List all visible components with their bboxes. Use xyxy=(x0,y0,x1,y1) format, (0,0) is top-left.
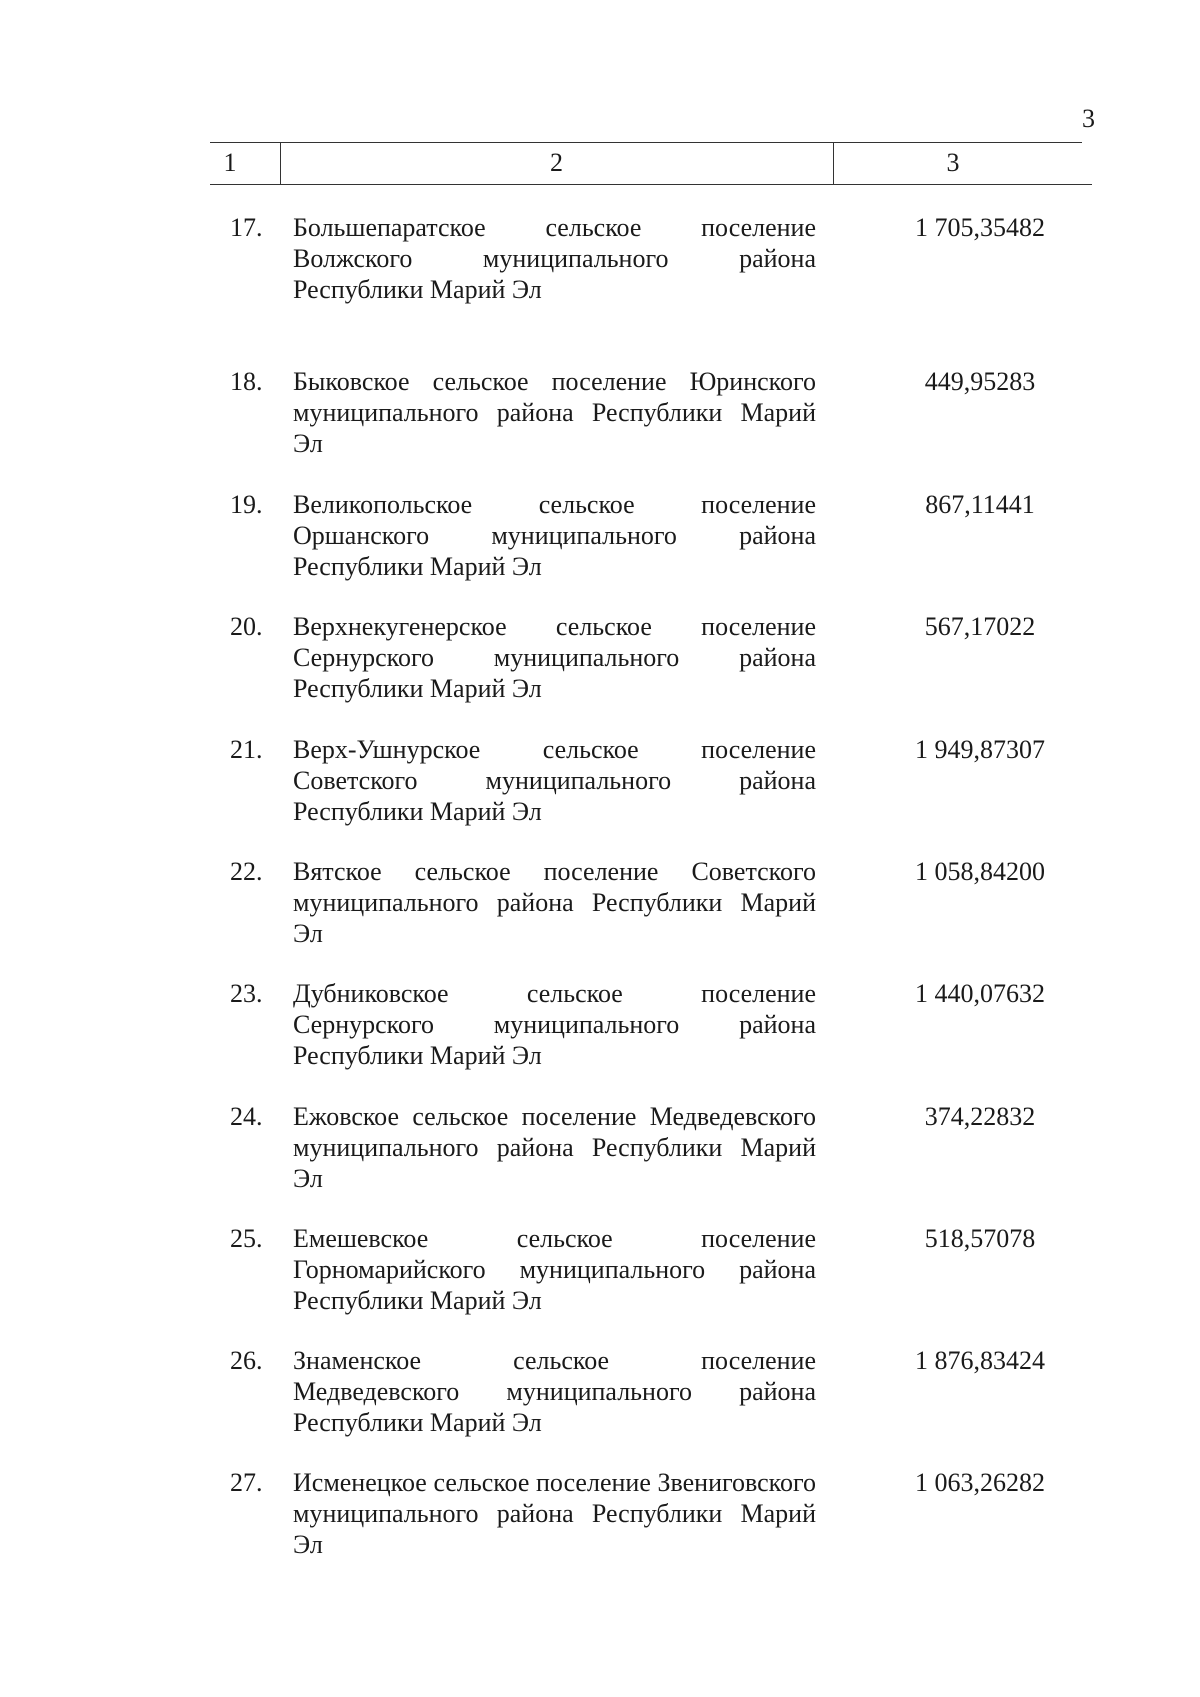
row-value: 1 058,84200 xyxy=(915,857,1045,886)
header-bottom-rule xyxy=(210,184,1092,185)
row-value: 567,17022 xyxy=(924,612,1036,641)
row-value: 374,22832 xyxy=(924,1102,1036,1131)
header-col-3: 3 xyxy=(946,148,960,177)
row-value: 1 705,35482 xyxy=(915,213,1045,242)
row-number: 19. xyxy=(230,490,263,519)
row-value: 1 063,26282 xyxy=(915,1468,1045,1497)
settlement-name: Дубниковское сельское поселение Сернурского муниципального района Республики Марий Эл xyxy=(293,979,816,1070)
settlement-name: Вятское сельское поселение Советского муниципального района Республики Марий Эл xyxy=(293,857,816,948)
row-number: 20. xyxy=(230,612,263,641)
row-value: 1 440,07632 xyxy=(915,979,1045,1008)
settlement-name: Знаменское сельское поселение Медведевского муниципального района Республики Марий Эл xyxy=(293,1346,816,1437)
row-number: 24. xyxy=(230,1102,263,1131)
table-header xyxy=(210,138,1092,186)
header-top-rule xyxy=(210,142,1082,143)
settlement-name: Верх-Ушнурское сельское поселение Советского муниципального района Республики Марий Эл xyxy=(293,735,816,826)
settlement-name: Ежовское сельское поселение Медведевского муниципального района Республики Марий Эл xyxy=(293,1102,816,1193)
settlement-name: Быковское сельское поселение Юринского муниципального района Республики Марий Эл xyxy=(293,367,816,458)
settlement-name: Верхнекугенерское сельское поселение Сернурского муниципального района Республики Марий Эл xyxy=(293,612,816,703)
settlement-name: Великопольское сельское поселение Оршанского муниципального района Республики Марий Эл xyxy=(293,490,816,581)
row-number: 21. xyxy=(230,735,263,764)
settlement-name: Емешевское сельское поселение Горномарийского муниципального района Республики Марий Эл xyxy=(293,1224,816,1315)
row-number: 17. xyxy=(230,213,263,242)
row-number: 27. xyxy=(230,1468,263,1497)
settlement-name: Большепаратское сельское поселение Волжского муниципального района Республики Марий Эл xyxy=(293,213,816,304)
settlement-name: Исменецкое сельское поселение Звениговского муниципального района Республики Марий Эл xyxy=(293,1468,816,1559)
row-number: 18. xyxy=(230,367,263,396)
header-col-1: 1 xyxy=(223,148,237,177)
row-value: 449,95283 xyxy=(924,367,1036,396)
row-number: 26. xyxy=(230,1346,263,1375)
row-value: 867,11441 xyxy=(925,490,1035,519)
header-col-2: 2 xyxy=(550,148,563,177)
row-number: 23. xyxy=(230,979,263,1008)
page-number: 3 xyxy=(1082,104,1095,133)
row-value: 518,57078 xyxy=(924,1224,1036,1253)
row-number: 22. xyxy=(230,857,263,886)
row-value: 1 949,87307 xyxy=(915,735,1045,764)
row-value: 1 876,83424 xyxy=(915,1346,1045,1375)
row-number: 25. xyxy=(230,1224,263,1253)
